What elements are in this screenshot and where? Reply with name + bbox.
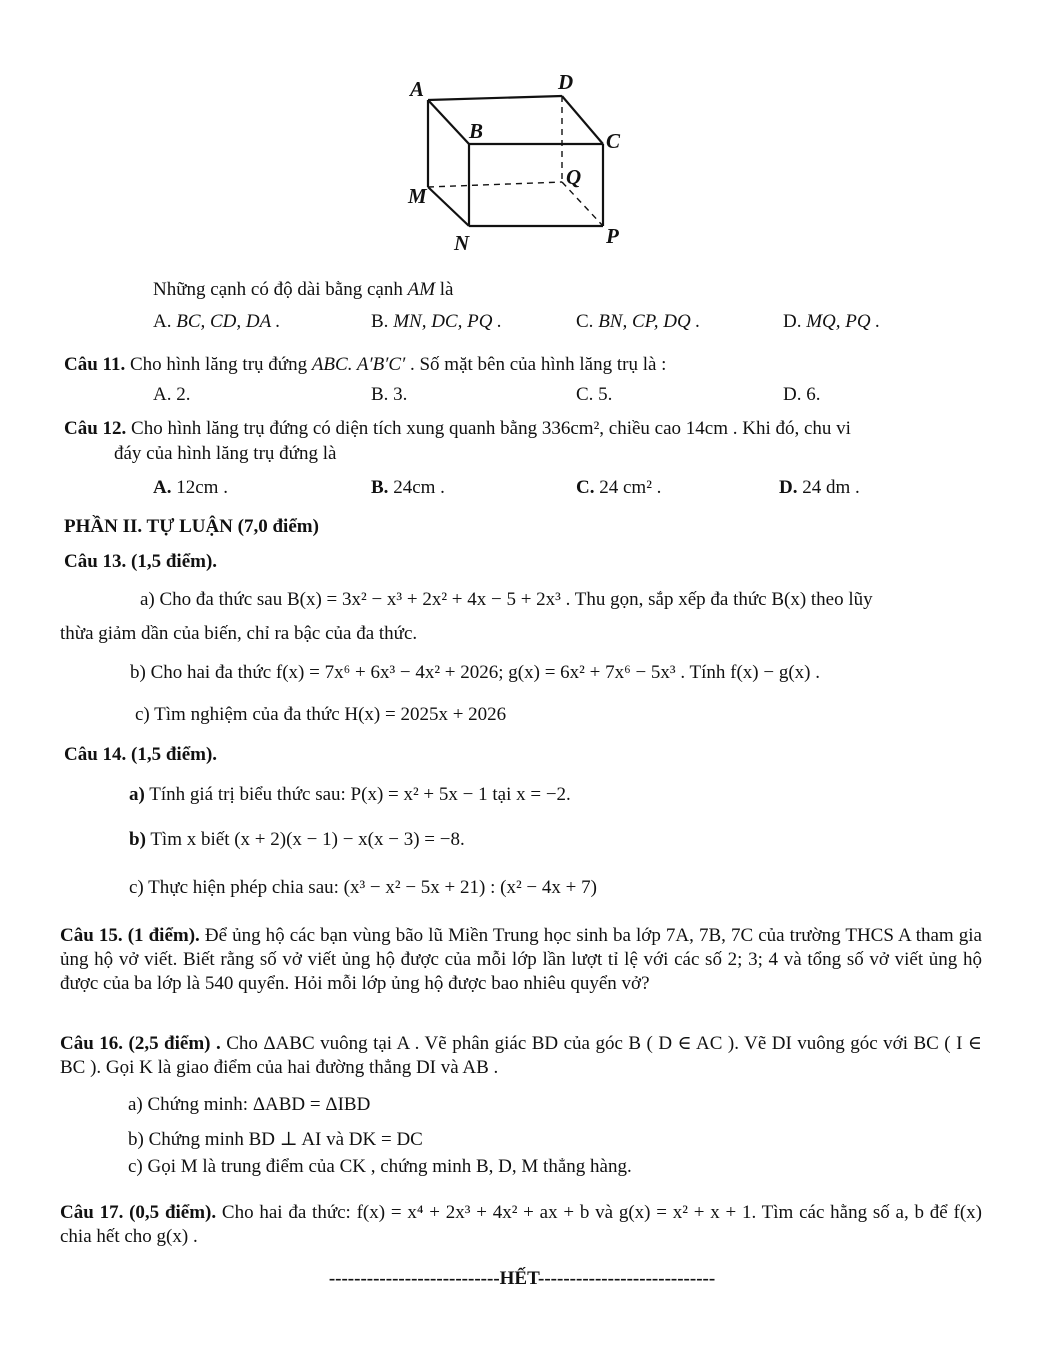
q13-a-line1: a) Cho đa thức sau B(x) = 3x² − x³ + 2x² + 4x − 5 + 2x³ . Thu gọn, sắp xếp đa thức B(x) theo lũy (140, 589, 873, 610)
q16-a: a) Chứng minh: ΔABD = ΔIBD (128, 1094, 371, 1115)
q10-option-b: B. MN, DC, PQ . (371, 311, 502, 332)
part2-title: PHẦN II. TỰ LUẬN (7,0 điểm) (64, 516, 319, 537)
vertex-label-B: B (469, 119, 484, 143)
q14-b: b) Tìm x biết (x + 2)(x − 1) − x(x − 3) = −8. (129, 829, 465, 850)
q16-b: b) Chứng minh BD ⊥ AI và DK = DC (128, 1129, 423, 1150)
q12-option-c: C. 24 cm² . (576, 477, 662, 498)
q12-stem-line1: Câu 12. Cho hình lăng trụ đứng có diện tích xung quanh bằng 336cm², chiều cao 14cm . Khi đó, chu vi (64, 418, 851, 439)
q12-option-a: A. 12cm . (153, 477, 228, 498)
q10-option-a: A. BC, CD, DA . (153, 311, 281, 332)
vertex-label-N: N (454, 231, 470, 255)
vertex-label-P: P (606, 224, 619, 248)
q16-c: c) Gọi M là trung điểm của CK , chứng minh B, D, M thẳng hàng. (128, 1156, 632, 1177)
box-figure (395, 66, 645, 256)
q11-option-a: A. 2. (153, 384, 191, 405)
q12-option-d: D. 24 dm . (779, 477, 860, 498)
vertex-label-Q: Q (566, 165, 582, 189)
q10-option-c: C. BN, CP, DQ . (576, 311, 701, 332)
q12-option-b: B. 24cm . (371, 477, 445, 498)
q15-paragraph: Câu 15. (1 điểm). Để ủng hộ các bạn vùng bão lũ Miền Trung học sinh ba lớp 7A, 7B, 7C của trường THCS A tham gia ủng hộ vở viết. Biết rằng số vở viết ủng hộ được của mỗi lớp lần lượt tỉ lệ với các số 2; 3; 4 và tổng số vở viết ủng hộ được của ba lớp là 540 quyển. Hỏi mỗi lớp ủng hộ được bao nhiêu quyển vở? (60, 925, 982, 994)
q10-stem: Những cạnh có độ dài bằng cạnh AM là (153, 279, 454, 300)
q14-c: c) Thực hiện phép chia sau: (x³ − x² − 5x + 21) : (x² − 4x + 7) (129, 877, 597, 898)
q17-paragraph: Câu 17. (0,5 điểm). Cho hai đa thức: f(x) = x⁴ + 2x³ + 4x² + ax + b và g(x) = x² + x + 1. Tìm các hằng số a, b để f(x) chia hết cho g(x) . (60, 1202, 982, 1247)
q13-c: c) Tìm nghiệm của đa thức H(x) = 2025x + 2026 (135, 704, 507, 725)
q11-option-c: C. 5. (576, 384, 613, 405)
q13-header: Câu 13. (1,5 điểm). (64, 551, 218, 572)
vertex-label-M: M (408, 184, 427, 208)
q11-stem: Câu 11. Cho hình lăng trụ đứng ABC. A′B′C′ . Số mặt bên của hình lăng trụ là : (64, 354, 667, 375)
vertex-label-C: C (606, 129, 621, 153)
q13-a-line2: thừa giảm dần của biến, chỉ ra bậc của đa thức. (60, 623, 418, 644)
vertex-label-A: A (410, 77, 425, 101)
q10-option-d: D. MQ, PQ . (783, 311, 881, 332)
q11-option-b: B. 3. (371, 384, 408, 405)
end-marker: ---------------------------HẾT---------------------------- (328, 1268, 716, 1289)
vertex-label-D: D (558, 70, 574, 94)
q16-paragraph: Câu 16. (2,5 điểm) . Cho ΔABC vuông tại A . Vẽ phân giác BD của góc B ( D ∈ AC ). Vẽ DI vuông góc với BC ( I ∈ BC ). Gọi K là giao điểm của hai đường thẳng DI và AB . (60, 1033, 982, 1078)
q14-header: Câu 14. (1,5 điểm). (64, 744, 218, 765)
q11-option-d: D. 6. (783, 384, 821, 405)
q12-stem-line2: đáy của hình lăng trụ đứng là (114, 443, 337, 464)
q13-b: b) Cho hai đa thức f(x) = 7x⁶ + 6x³ − 4x² + 2026; g(x) = 6x² + 7x⁶ − 5x³ . Tính f(x) − g(x) . (130, 662, 821, 683)
q14-a: a) Tính giá trị biểu thức sau: P(x) = x² + 5x − 1 tại x = −2. (129, 784, 571, 805)
